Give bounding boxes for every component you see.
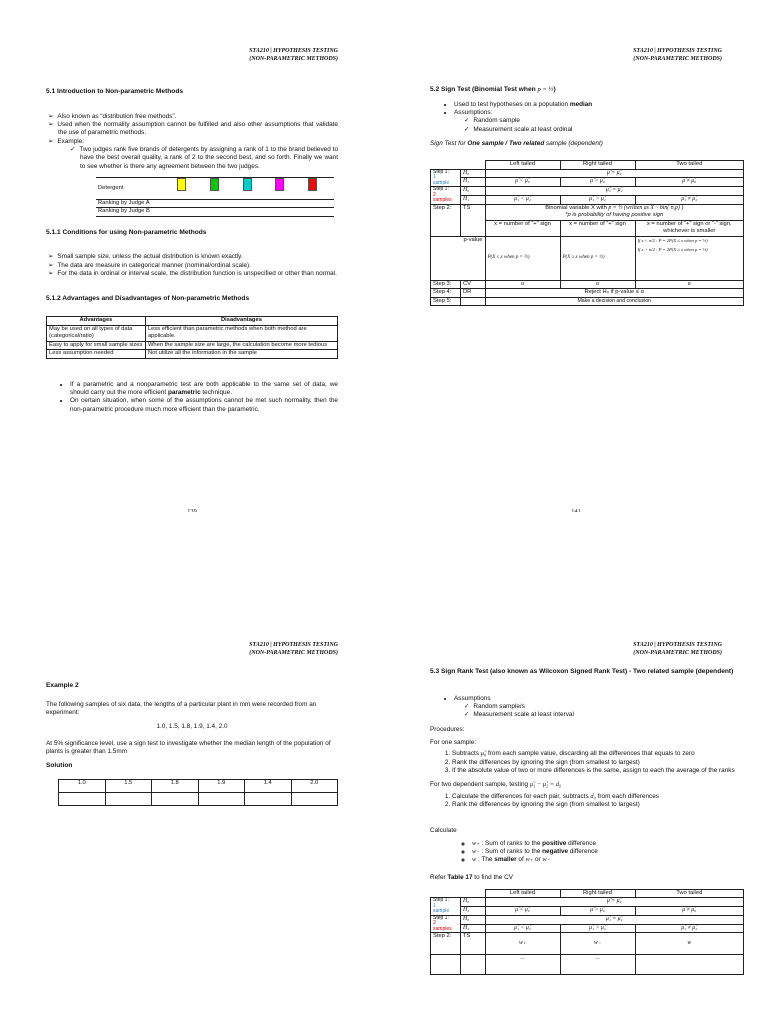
header-line1: STA210 | HYPOTHESIS TESTING: [249, 642, 338, 648]
col-two-tailed: Two tailed: [635, 161, 744, 170]
ts-label: TS: [461, 933, 486, 955]
section-5-3-title: 5.3 Sign Rank Test (also known as Wilcoxon Signed Rank Test) - Two related sample (dependent): [430, 668, 734, 675]
w-def: ◦ w : The smaller of w₊ or w₋: [472, 856, 746, 864]
sign-test-assumptions: • Assumptions:: [454, 109, 746, 117]
swatch-row: [160, 177, 334, 199]
detergent-green: [210, 178, 219, 191]
step1-two-samples: Step 1: 2 samples: [431, 187, 461, 205]
col-left-tailed: Left tailed: [485, 889, 560, 898]
w-plus-def: ◦ w₊ : Sum of ranks to the positive difference: [472, 840, 746, 848]
disadv-1: Less efficient than parametric methods when both method are applicable.: [145, 325, 337, 341]
adv-2: Easy to apply for small sample sizes: [47, 341, 146, 350]
col-two-tailed: Two tailed: [635, 889, 744, 898]
pvalue-label: p-value: [431, 236, 486, 280]
running-header: [249, 642, 338, 657]
adv-disadv-table: [46, 316, 338, 359]
page-example-2: [0, 512, 384, 1024]
page-139: [0, 0, 384, 512]
adv-header: Advantages: [47, 317, 146, 326]
step1-one-sample: Step 1: 1 sample: [431, 169, 461, 187]
step1-one-sample: Step 1: 1 sample: [431, 898, 461, 916]
sign-test-table: Left tailed Right tailed Two tailed Step 1: 1 sample H₀ μ̃ = μ̃₀ H₁ μ̃ < μ̃₀ μ̃ > μ̃₀ μ̃ ≠ μ̃₀ Step 1: 2 samples H₀ μ̃₁ = μ̃₂ H₁ μ̃₁ < μ̃₂ μ̃₁ > μ̃₂ μ̃₁ ≠ μ̃₂ Step 2: TS Binomial variable X with p = ½ (written as X ~ bin( n,p) ) *p is probability of having positive sign x = number of “+” sign x = number of “+” sign x = number of “+” sign or “-” sign, whichever is smaller p-value P(X ≤ x when p = ½) P(X ≥ x when p = ½) If x < n/2 : P = 2P(X ≤ x when p = ½) If x > n/2 : P = 2P(X ≥ x when p = ½) Step 3: CV α α α Step 4: DR Reject H₀ if p-value ≤ α Step 5: Make a decision and conclusion: [430, 160, 744, 306]
adv-3: Less assumption needed: [47, 350, 146, 359]
value-cell: 1.9: [198, 779, 245, 792]
page-number: 139: [187, 507, 197, 512]
refer-table: Refer Table 17 to find the CV: [430, 874, 514, 882]
adv-1: May be used on all types of data (categorical/ratio): [47, 325, 146, 341]
example-2-data: 1.0, 1.5, 1.8, 1.9, 1.4, 2.0: [156, 723, 228, 731]
value-cell: 1.4: [245, 779, 292, 792]
detergent-cyan: [243, 178, 252, 191]
assumption-random: ✓ Random sample: [474, 117, 746, 125]
section-5-1-1-title: 5.1.1 Conditions for using Non-parametric Methods: [46, 228, 207, 236]
section-5-1-title: 5.1 Introduction to Non-parametric Methods: [46, 88, 184, 95]
step1-two-samples: Step 1: 2 samples: [431, 915, 461, 933]
bullet-example: ➢ Example:: [58, 138, 338, 146]
w-minus-def: ◦ w₋ : Sum of ranks to the negative difference: [472, 848, 746, 856]
note-parametric: • If a parametric and a nonparametric test are both applicable to the same set of data, we should carry out the more efficient parametric technique.: [70, 381, 338, 398]
header-line1: STA210 | HYPOTHESIS TESTING: [249, 48, 338, 54]
running-header: [249, 48, 338, 63]
sign-test-use: • Used to test hypotheses on a population median: [454, 101, 746, 109]
page-141: [384, 0, 768, 512]
two-step-2: 2. Rank the differences by ignoring the sign (from smallest to largest): [452, 801, 746, 809]
disadv-2: When the sample size are large, the calculation become more tedious: [145, 341, 337, 350]
cv-label: CV: [461, 280, 486, 289]
col-right-tailed: Right tailed: [560, 889, 635, 898]
header-line2: (NON-PARAMETRIC METHODS): [633, 649, 722, 656]
sign-rank-table: Left tailed Right tailed Two tailed Step 1: 1 sample H₀ μ̃ = μ̃₀ H₁ μ̃ < μ̃₀ μ̃ > μ̃₀ μ̃ ≠ μ̃₀ Step 1: 2 samples H₀ μ̃₁ = μ̃₂ H₁ μ̃₁ < μ̃₂ μ̃₁ > μ̃₂ μ̃₁ ≠ μ̃₂ Step 2: TS w₊ w₋ w ... ...: [430, 889, 744, 976]
section-5-2-title: 5.2 Sign Test (Binomial Test when p = ½): [430, 86, 556, 93]
assumption-random: ✓ Random sample/s: [474, 703, 746, 711]
dr-label: DR: [461, 289, 486, 298]
condition-2: ➢ The data are measure in categorical manner (nominal/ordinal scale).: [58, 262, 338, 270]
detergent-yellow: [177, 178, 186, 191]
one-step-3: 3. If the absolute value of two or more differences is the same, assign to each the average of the ranks: [452, 767, 746, 775]
example-2-table: [58, 779, 338, 806]
sign-test-caption: Sign Test for One sample / Two related sample (dependent): [430, 139, 603, 147]
assumption-interval: ✓ Measurement scale at least interval: [474, 711, 746, 719]
conclusion-text: Make a decision and conclusion: [485, 297, 744, 306]
running-header: [633, 48, 722, 63]
row-detergent: Detergent: [96, 177, 160, 199]
step3-label: Step 3:: [431, 280, 461, 289]
two-step-1: 1. Calculate the differences for each pair, subtracts d₀ from each differences: [452, 793, 746, 801]
header-line2: (NON-PARAMETRIC METHODS): [249, 649, 338, 656]
condition-3: ➢ For the data in ordinal or interval scale, the distribution function is unspecified or other than normal.: [58, 270, 338, 278]
row-judge-a: Ranking by Judge A: [96, 199, 160, 208]
detergent-table: [96, 177, 334, 217]
example-2-title: Example 2: [46, 682, 79, 689]
page-number: 141: [571, 507, 581, 512]
two-sample-label: For two dependent sample, testing μ̃₁ − μ̃₂ = d₀: [430, 781, 562, 789]
one-sample-label: For one sample:: [430, 738, 477, 746]
header-line1: STA210 | HYPOTHESIS TESTING: [633, 48, 722, 54]
procedures-label: Procedures:: [430, 725, 465, 733]
detergent-red: [308, 178, 317, 191]
example-2-question: At 5% significance level, use a sign test to investigate whether the median length of the population of plants is greater than 1.5mm: [46, 739, 331, 755]
binomial-note: Binomial variable X with p = ½ (written as X ~ bin( n,p) ) *p is probability of having positive sign: [485, 204, 744, 220]
value-cell: 1.5: [105, 779, 152, 792]
assumptions-label: • Assumptions: [454, 695, 746, 703]
step2-label: Step 2:: [431, 204, 461, 236]
step5-label: Step 5:: [431, 297, 461, 306]
running-header: [633, 642, 722, 657]
value-cell: 1.8: [152, 779, 199, 792]
bullet-distribution-free: ➢ Also known as “distribution free methods”.: [58, 113, 338, 121]
x-two: x = number of “+” sign or “-” sign, whichever is smaller: [635, 220, 744, 236]
value-cell: 1.0: [59, 779, 106, 792]
example-2-intro: The following samples of six data, the lengths of a particular plant in mm were recorded from an experiment:: [46, 700, 317, 716]
disadv-3: Not utilize all the information in the sample: [145, 350, 337, 359]
solution-title: Solution: [46, 762, 73, 770]
calculate-label: Calculate: [430, 827, 457, 835]
col-left-tailed: Left tailed: [485, 161, 560, 170]
reject-rule: Reject H₀ if p-value ≤ α: [485, 289, 744, 298]
row-judge-b: Ranking by Judge B: [96, 208, 160, 217]
x-right: x = number of “+” sign: [560, 220, 635, 236]
condition-1: ➢ Small sample size, unless the actual distribution is known exactly.: [58, 253, 338, 261]
header-line2: (NON-PARAMETRIC METHODS): [633, 55, 722, 62]
example-text: ✓ Two judges rank five brands of detergents by assigning a rank of 1 to the brand believed to have the best overall quality, a rank of 2 to the second best, and so forth. Finally we want to see whether is there any agreement between the two judges.: [80, 146, 338, 171]
one-step-1: 1. Subtracts μ̃₀ from each sample value, discarding all the differences that equals to zero: [452, 750, 746, 758]
detergent-magenta: [275, 178, 284, 191]
header-line1: STA210 | HYPOTHESIS TESTING: [633, 642, 722, 648]
col-right-tailed: Right tailed: [560, 161, 635, 170]
assumption-ordinal: ✓ Measurement scale at least ordinal: [474, 126, 746, 134]
disadv-header: Disadvantages: [145, 317, 337, 326]
header-line2: (NON-PARAMETRIC METHODS): [249, 55, 338, 62]
step4-label: Step 4:: [431, 289, 461, 298]
page-sign-rank: [384, 512, 768, 1024]
value-cell: 2.0: [291, 779, 338, 792]
bullet-normality: ➢ Used when the normality assumption cannot be fulfilled and also other assumptions that validate the use of parametric methods.: [58, 121, 338, 138]
ts-label: TS: [461, 204, 486, 236]
x-left: x = number of “+” sign: [485, 220, 560, 236]
step2-label: Step 2:: [431, 933, 461, 955]
section-5-1-2-title: 5.1.2 Advantages and Disadvantages of Non-parametric Methods: [46, 295, 250, 303]
note-assumptions: • On certain situation, when some of the assumptions cannot be met such normality, then the non-parametric procedure much more efficient than the parametric.: [70, 397, 338, 414]
one-step-2: 2. Rank the differences by ignoring the sign (from smallest to largest): [452, 759, 746, 767]
